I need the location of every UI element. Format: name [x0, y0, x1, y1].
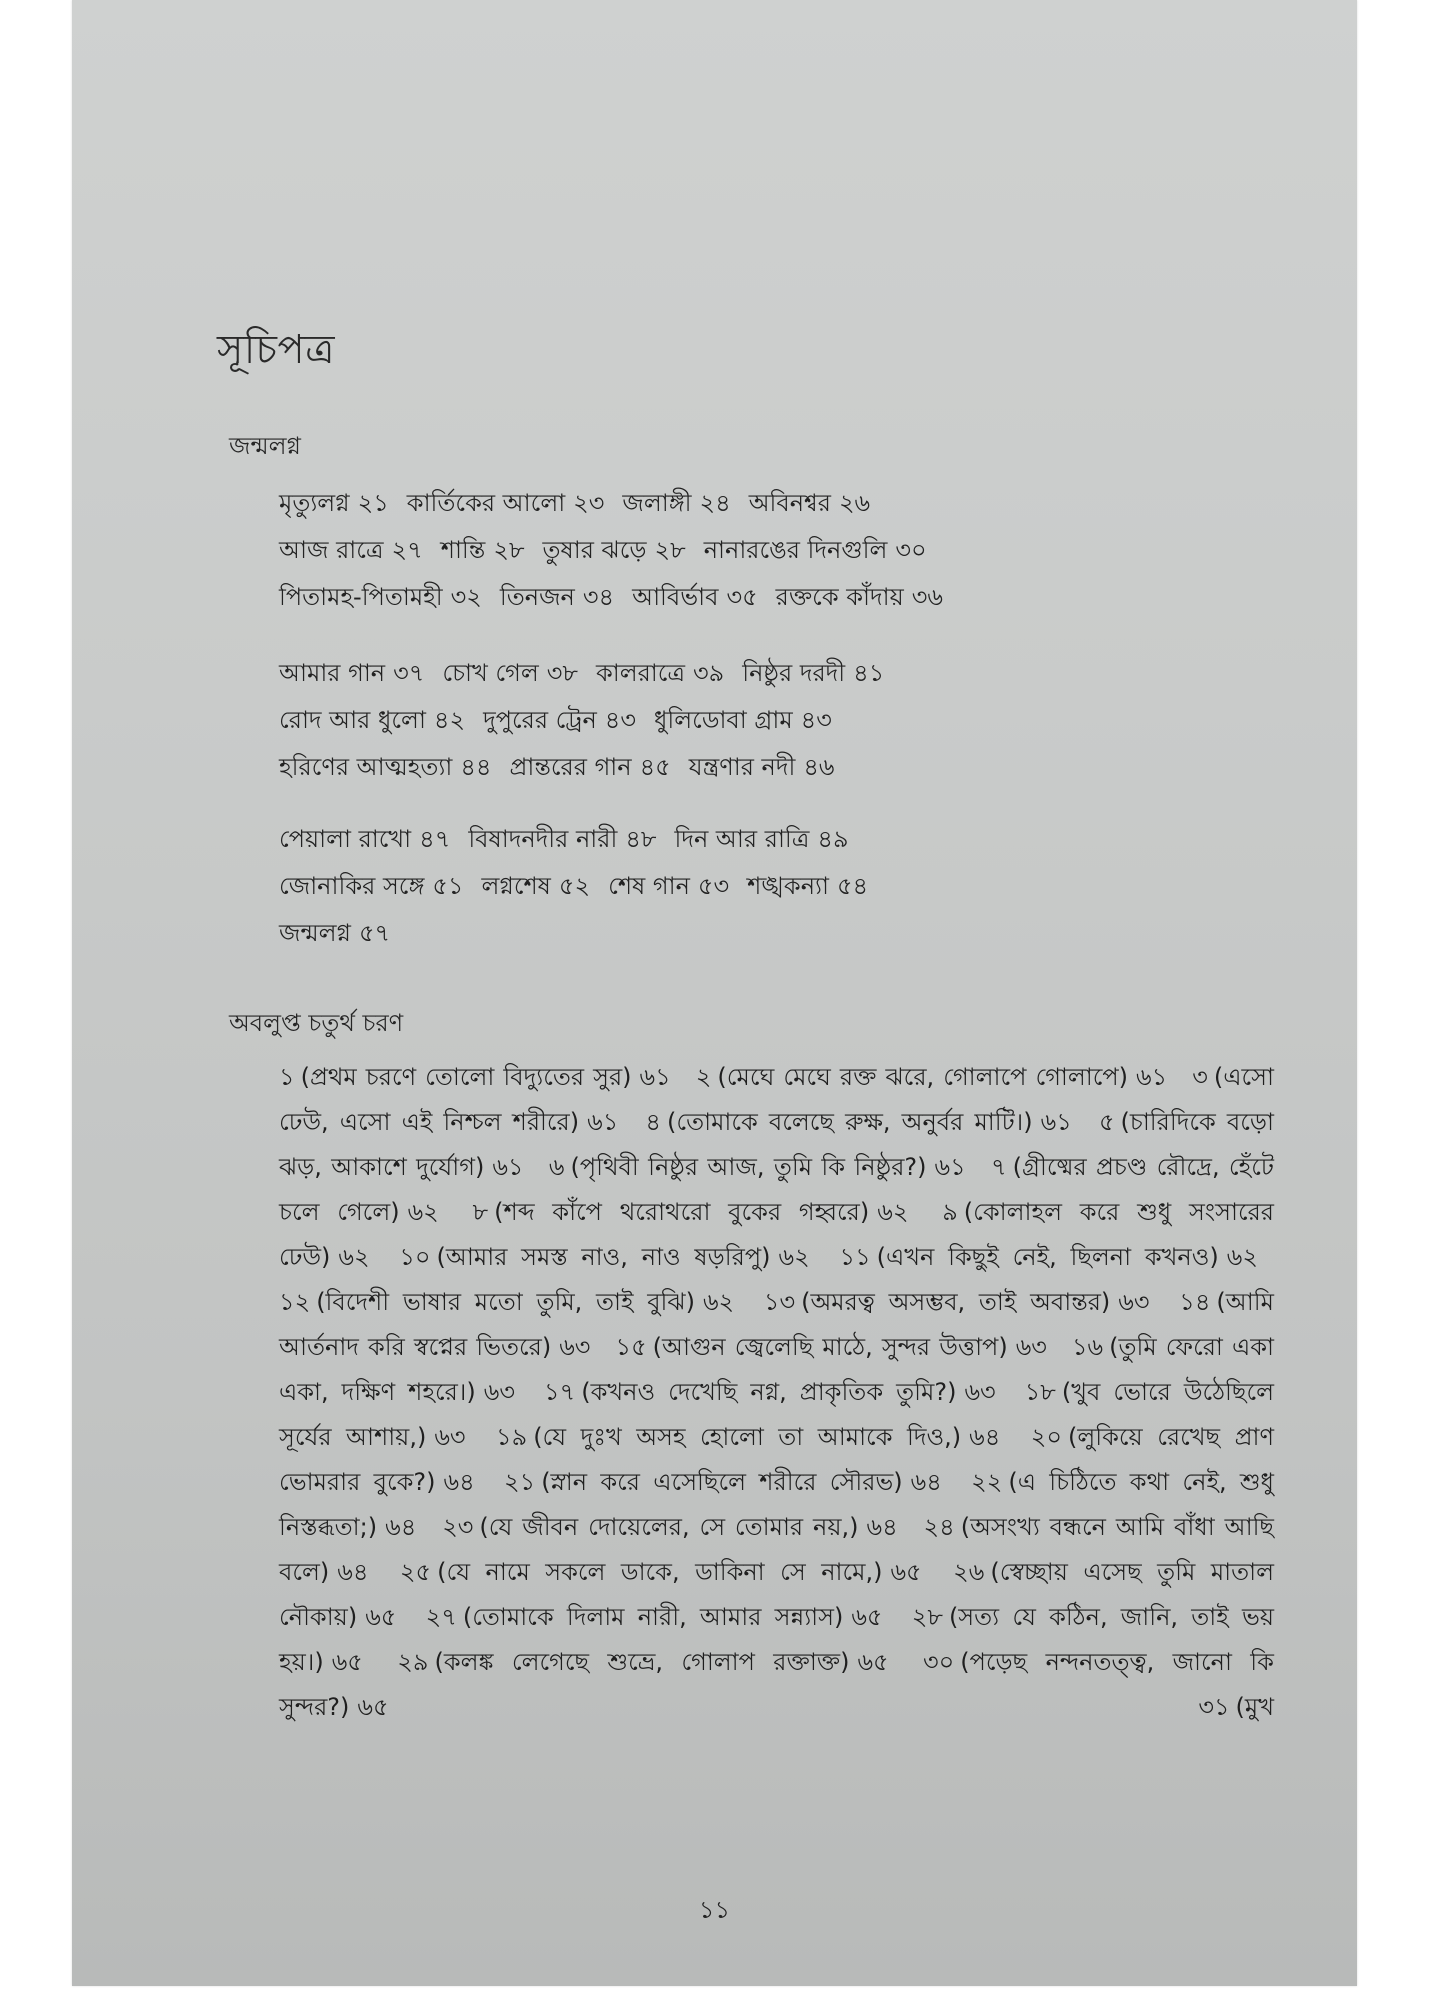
entry-page-number: ৫৩	[697, 872, 730, 900]
toc-numbered-item	[496, 1423, 1016, 1451]
entry-page-number: ৪৩	[604, 706, 636, 734]
entry-title: নিষ্ঠুর দরদী	[742, 659, 846, 687]
toc-entry	[747, 872, 868, 900]
toc-entry	[674, 825, 848, 853]
entry-title: তিনজন	[499, 583, 575, 611]
item-first-line: (মুখ	[1235, 1693, 1274, 1721]
item-page-number: ৬১	[639, 1063, 671, 1091]
entry-title: পিতামহ-পিতামহী	[279, 583, 443, 611]
entry-title: জলাঙ্গী	[622, 489, 692, 517]
item-number: ১৬	[1071, 1333, 1104, 1361]
item-number: ২৩	[442, 1513, 474, 1541]
item-first-line: (আগুন জ্বেলেছি মাঠে, সুন্দর উত্তাপ)	[652, 1333, 1008, 1361]
toc-numbered-item	[549, 1153, 982, 1181]
toc-entry	[500, 583, 614, 611]
toc-line	[279, 863, 1259, 910]
page-number: ১১	[698, 1896, 731, 1924]
entry-title: জন্মলগ্ন	[279, 919, 351, 947]
toc-entry	[279, 753, 491, 781]
page-title: সূচিপত্র	[217, 327, 335, 373]
toc-entry	[279, 919, 390, 947]
toc-numbered-item	[279, 1288, 750, 1316]
toc-entry	[279, 659, 424, 687]
entry-page-number: ২৬	[838, 489, 871, 517]
item-number: ১৩	[763, 1288, 796, 1316]
entry-page-number: ৩৭	[393, 659, 425, 687]
item-first-line: (গ্রীষ্মের প্রচণ্ড রৌদ্রে, হেঁটে চলে গেলে)	[279, 1153, 1274, 1226]
item-first-line: (এসো ঢেউ, এসো এই নিশ্চল শরীরে)	[279, 1063, 1274, 1136]
item-number: ২০	[1030, 1423, 1063, 1451]
item-page-number: ৬৩	[434, 1423, 466, 1451]
entry-title: শঙ্খকন্যা	[747, 872, 829, 900]
item-first-line: (পড়েছ নন্দনতত্ত্ব, জানো কি সুন্দর?)	[279, 1648, 1274, 1721]
item-page-number: ৬১	[492, 1153, 524, 1181]
entry-title: প্রান্তরের গান	[509, 753, 632, 781]
item-page-number: ৬৩	[559, 1333, 591, 1361]
item-page-number: ৬৩	[483, 1378, 515, 1406]
item-number: ২৪	[923, 1513, 955, 1541]
item-number: ২১	[504, 1468, 536, 1496]
entry-title: পেয়ালা রাখো	[279, 825, 412, 853]
entry-page-number: ৩২	[450, 583, 482, 611]
item-first-line: (এ চিঠিতে কথা নেই, শুধু নিস্তব্ধতা;)	[279, 1468, 1274, 1541]
toc-paragraph-numbered	[279, 1055, 1274, 1730]
item-number: ২৮	[911, 1603, 943, 1631]
entry-page-number: ৩৬	[911, 583, 943, 611]
item-number: ২৫	[399, 1558, 432, 1586]
item-first-line: (সত্য যে কঠিন, জানি, তাই ভয় হয়।)	[279, 1603, 1274, 1676]
item-page-number: ৬৪	[910, 1468, 942, 1496]
toc-line	[279, 816, 1259, 863]
item-page-number: ৬২	[1226, 1243, 1258, 1271]
toc-numbered-item	[764, 1288, 1166, 1316]
item-number: ১৭	[544, 1378, 576, 1406]
item-page-number: ৬৩	[1015, 1333, 1047, 1361]
toc-entry	[622, 489, 730, 517]
item-page-number: ৬১	[1040, 1108, 1072, 1136]
section-heading-obolupto: অবলুপ্ত চতুর্থ চরণ	[229, 1009, 404, 1037]
item-page-number: ৬২	[877, 1198, 909, 1226]
entry-title: রোদ আর ধুলো	[279, 706, 426, 734]
item-first-line: (যে জীবন দোয়েলের, সে তোমার নয়,)	[479, 1513, 859, 1541]
item-page-number: ৬৪	[969, 1423, 1001, 1451]
item-first-line: (তোমাকে দিলাম নারী, আমার সন্ন্যাস)	[462, 1603, 844, 1631]
toc-numbered-item	[645, 1108, 1087, 1136]
item-page-number: ৬৫	[851, 1603, 883, 1631]
toc-numbered-item	[616, 1333, 1063, 1361]
entry-page-number: ২৮	[493, 536, 525, 564]
item-number: ১৪	[1179, 1288, 1211, 1316]
entry-title: লগ্নশেষ	[481, 872, 551, 900]
entry-page-number: ৩০	[895, 536, 927, 564]
entry-title: চোখ গেল	[442, 659, 539, 687]
entry-page-number: ৪৩	[800, 706, 832, 734]
toc-entry	[483, 706, 636, 734]
item-number: ৩০	[923, 1648, 955, 1676]
item-page-number: ৬৫	[331, 1648, 363, 1676]
item-first-line: (অসংখ্য বন্ধনে আমি বাঁধা আছি বলে)	[279, 1513, 1274, 1586]
item-first-line: (শব্দ কাঁপে থরোথরো বুকের গহ্বরে)	[494, 1198, 870, 1226]
toc-entry	[279, 706, 465, 734]
item-page-number: ৬৪	[385, 1513, 417, 1541]
item-page-number: ৬১	[934, 1153, 966, 1181]
item-first-line: (খুব ভোরে উঠেছিলে সূর্যের আশায়,)	[279, 1378, 1274, 1451]
toc-numbered-item	[840, 1243, 1274, 1271]
toc-numbered-item	[399, 1243, 825, 1271]
item-page-number: ৬৫	[890, 1558, 922, 1586]
toc-line	[279, 697, 1259, 744]
toc-entry	[608, 872, 729, 900]
item-number: ১১	[839, 1243, 871, 1271]
item-first-line: (লুকিয়ে রেখেছ প্রাণ ভোমরার বুকে?)	[279, 1423, 1274, 1496]
item-first-line: (কলঙ্ক লেগেছে শুভ্রে, গোলাপ রক্তাক্ত)	[434, 1648, 850, 1676]
entry-title: ধুলিডোবা গ্রাম	[653, 706, 793, 734]
item-page-number: ৬৪	[337, 1558, 369, 1586]
toc-numbered-item	[473, 1198, 925, 1226]
toc-numbered-item	[279, 1063, 687, 1091]
item-first-line: (তুমি ফেরো একা একা, দক্ষিণ শহরে।)	[279, 1333, 1274, 1406]
entry-page-number: ২৭	[391, 536, 423, 564]
item-number: ৮	[472, 1198, 489, 1226]
entry-page-number: ৩৯	[693, 659, 725, 687]
item-number: ২২	[971, 1468, 1003, 1496]
entry-page-number: ৪৪	[460, 753, 492, 781]
item-first-line: (স্নান করে এসেছিলে শরীরে সৌরভ)	[541, 1468, 903, 1496]
toc-line	[279, 650, 1259, 697]
toc-line	[279, 910, 1259, 957]
item-first-line: (স্বেচ্ছায় এসেছ তুমি মাতাল নৌকায়)	[279, 1558, 1274, 1631]
entry-title: কার্তিকের আলো	[406, 489, 566, 517]
item-page-number: ৬৫	[365, 1603, 397, 1631]
item-page-number: ৬২	[407, 1198, 439, 1226]
item-number: ২	[695, 1063, 712, 1091]
item-page-number: ৬৫	[357, 1693, 389, 1721]
item-number: ৩	[1192, 1063, 1208, 1091]
entry-title: শেষ গান	[608, 872, 690, 900]
toc-entry	[441, 536, 525, 564]
item-page-number: ৬৪	[443, 1468, 475, 1496]
section-heading-janmalagna: জন্মলগ্ন	[229, 432, 301, 460]
toc-numbered-item	[1198, 1693, 1274, 1721]
toc-numbered-item	[397, 1648, 904, 1676]
toc-group-3	[279, 816, 1259, 957]
entry-page-number: ৪১	[853, 659, 885, 687]
entry-title: বিষাদনদীর নারী	[468, 825, 618, 853]
item-number: ৬	[548, 1153, 565, 1181]
toc-entry	[509, 753, 670, 781]
entry-title: নানারঙের দিনগুলি	[703, 536, 888, 564]
entry-page-number: ৪৭	[419, 825, 451, 853]
item-number: ১০	[399, 1243, 431, 1271]
item-page-number: ৬৩	[1118, 1288, 1150, 1316]
item-number: ২৯	[397, 1648, 429, 1676]
toc-numbered-item	[442, 1513, 913, 1541]
toc-entry	[279, 583, 482, 611]
entry-title: আজ রাত্রে	[279, 536, 384, 564]
entry-page-number: ৪৯	[817, 825, 849, 853]
entry-page-number: ৪৬	[803, 753, 835, 781]
entry-title: মৃত্যুলগ্ন	[279, 489, 350, 517]
item-first-line: (পৃথিবী নিষ্ঠুর আজ, তুমি কি নিষ্ঠুর?)	[570, 1153, 927, 1181]
entry-page-number: ৪৫	[639, 753, 671, 781]
toc-entry	[279, 825, 450, 853]
item-page-number: ৬২	[778, 1243, 810, 1271]
toc-entry	[776, 583, 943, 611]
item-number: ৫	[1098, 1108, 1115, 1136]
entry-title: শান্তি	[440, 536, 486, 564]
toc-entry	[742, 659, 884, 687]
toc-numbered-item	[504, 1468, 958, 1496]
toc-group-1	[279, 480, 1259, 621]
toc-entry	[596, 659, 724, 687]
item-page-number: ৬১	[1136, 1063, 1168, 1091]
entry-page-number: ২৩	[573, 489, 605, 517]
item-page-number: ৬৫	[857, 1648, 889, 1676]
entry-title: কালরাত্রে	[595, 659, 686, 687]
toc-entry	[407, 489, 605, 517]
entry-page-number: ২১	[357, 489, 389, 517]
item-first-line: (আমি আর্তনাদ করি স্বপ্নের ভিতরে)	[279, 1288, 1274, 1361]
entry-page-number: ৩৪	[582, 583, 615, 611]
entry-page-number: ৫১	[432, 872, 464, 900]
toc-numbered-item	[426, 1603, 899, 1631]
entry-page-number: ২৮	[654, 536, 686, 564]
item-number: ১৮	[1024, 1378, 1056, 1406]
item-page-number: ৬৪	[866, 1513, 898, 1541]
entry-title: আবির্ভাব	[632, 583, 719, 611]
item-first-line: (বিদেশী ভাষার মতো তুমি, তাই বুঝি)	[316, 1288, 695, 1316]
item-number: ২৭	[425, 1603, 457, 1631]
entry-title: দিন আর রাত্রি	[674, 825, 810, 853]
toc-numbered-item	[544, 1378, 1012, 1406]
entry-page-number: ৩৫	[726, 583, 758, 611]
entry-title: অবিনশ্বর	[748, 489, 831, 517]
item-first-line: (অমরত্ব অসম্ভব, তাই অবান্তর)	[801, 1288, 1111, 1316]
item-first-line: (কখনও দেখেছি নগ্ন, প্রাকৃতিক তুমি?)	[581, 1378, 957, 1406]
item-first-line: (চারিদিকে বড়ো ঝড়, আকাশে দুর্যোগ)	[279, 1108, 1274, 1181]
entry-title: হরিণের আত্মহত্যা	[279, 753, 453, 781]
toc-numbered-item	[400, 1558, 938, 1586]
item-page-number: ৬৩	[964, 1378, 996, 1406]
entry-title: যন্ত্রণার নদী	[688, 753, 796, 781]
item-number: ২৬	[953, 1558, 985, 1586]
item-number: ১৫	[615, 1333, 647, 1361]
item-first-line: (এখন কিছুই নেই, ছিলনা কখনও)	[876, 1243, 1219, 1271]
entry-page-number: ৫৭	[358, 919, 391, 947]
item-number: ১৯	[496, 1423, 528, 1451]
toc-entry	[468, 825, 656, 853]
toc-entry	[279, 489, 389, 517]
toc-entry	[543, 536, 686, 564]
entry-page-number: ৫২	[558, 872, 591, 900]
entry-page-number: ২৪	[699, 489, 731, 517]
item-number: ৯	[942, 1198, 958, 1226]
toc-line	[279, 527, 1259, 574]
entry-title: তুষার ঝড়ে	[542, 536, 647, 564]
toc-line	[279, 480, 1259, 527]
toc-entry	[482, 872, 591, 900]
toc-entry	[442, 659, 578, 687]
toc-numbered-item	[696, 1063, 1183, 1091]
entry-page-number: ৩৮	[546, 659, 578, 687]
toc-entry	[632, 583, 758, 611]
item-first-line: (কোলাহল করে শুধু সংসারের ঢেউ)	[279, 1198, 1274, 1271]
item-first-line: (আমার সমস্ত নাও, নাও ষড়রিপু)	[436, 1243, 771, 1271]
item-first-line: (মেঘে মেঘে রক্ত ঝরে, গোলাপে গোলাপে)	[717, 1063, 1129, 1091]
toc-line	[279, 744, 1259, 791]
item-page-number: ৬১	[587, 1108, 619, 1136]
entry-title: আমার গান	[279, 659, 386, 687]
toc-entry	[689, 753, 835, 781]
item-number: ৩১	[1198, 1693, 1230, 1721]
entry-title: জোনাকির সঙ্গে	[279, 872, 425, 900]
item-first-line: (তোমাকে বলেছে রুক্ষ, অনুর্বর মাটি।)	[667, 1108, 1033, 1136]
item-number: ১	[279, 1063, 295, 1091]
toc-group-2	[279, 650, 1259, 791]
toc-entry	[279, 872, 464, 900]
entry-page-number: ৪৮	[625, 825, 657, 853]
item-first-line: (প্রথম চরণে তোলো বিদ্যুতের সুর)	[300, 1063, 632, 1091]
entry-title: রক্তকে কাঁদায়	[775, 583, 904, 611]
item-number: ৭	[991, 1153, 1007, 1181]
toc-line	[279, 574, 1259, 621]
entry-title: দুপুরের ট্রেন	[483, 706, 597, 734]
toc-entry	[654, 706, 832, 734]
entry-page-number: ৫৪	[836, 872, 869, 900]
item-number: ৪	[645, 1108, 661, 1136]
item-number: ১২	[279, 1288, 311, 1316]
item-page-number: ৬২	[338, 1243, 370, 1271]
item-first-line: (যে দুঃখ অসহ হোলো তা আমাকে দিও,)	[533, 1423, 962, 1451]
book-page	[72, 0, 1357, 1986]
item-page-number: ৬২	[702, 1288, 735, 1316]
toc-entry	[704, 536, 927, 564]
entry-page-number: ৪২	[433, 706, 466, 734]
toc-entry	[749, 489, 870, 517]
item-first-line: (যে নামে সকলে ডাকে, ডাকিনা সে নামে,)	[437, 1558, 883, 1586]
toc-entry	[279, 536, 423, 564]
